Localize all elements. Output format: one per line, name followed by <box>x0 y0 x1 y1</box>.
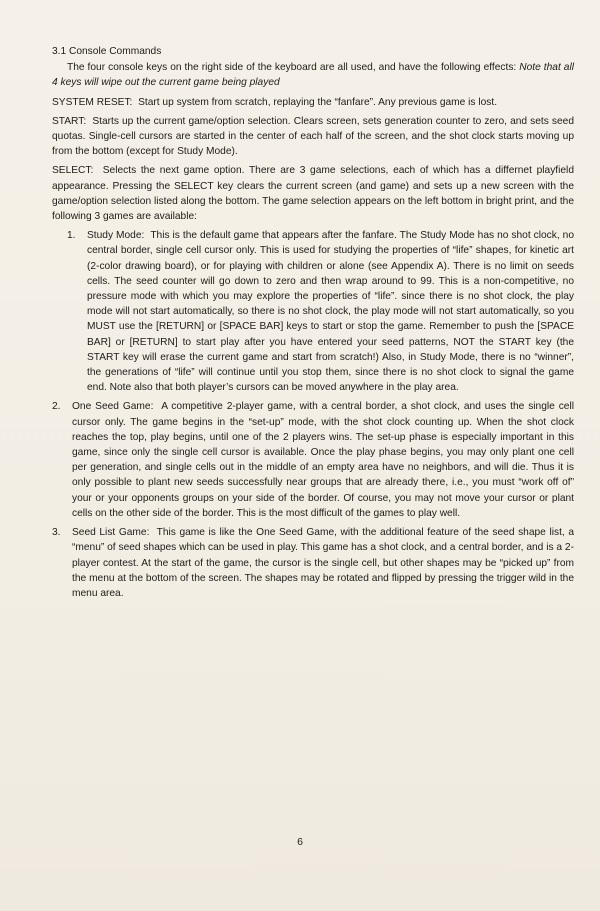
page-content <box>52 44 574 605</box>
game-name: Seed List Game: <box>72 527 150 539</box>
game-description: This is the default game that appears after the fanfare. The Study Mode has no shot clock, no central border, single cell cursor only. This is used for studying the properties of “life” shapes, for kinetic art (2-color drawing board), or for playing with children or alone (see Appendix A). There is no limit on seeds cells. The seed counter will go down to zero and then wrap around to 99. This is a non-competitive, no pressure mode with which you may explore the properties of “life”. since there is no shot clock, the play mode will not start automatically, so there is no shot clock, the play mode will not start automatically, so you MUST use the [RETURN] or [SPACE BAR] keys to start or stop the game. Remember to push the [SPACE BAR] or [RETURN] to start play after you have entered your seed patterns, NOT the START key (the START key will erase the current game and start from scratch!) Also, in Study Mode, there is no “winner”, the generations of “life” will continue until you stop them, since there is no shot clock to signal the game end. Note also that both player’s cursors can be moved anywhere in the play area. <box>87 230 574 394</box>
list-number: 2. <box>52 401 61 413</box>
command-system-reset <box>52 95 574 110</box>
command-text: Start up system from scratch, replaying the “fanfare”. Any previous game is lost. <box>138 96 498 108</box>
game-description: This game is like the One Seed Game, with the additional feature of the seed shape list, a “menu” of seed shapes which can be used in play. This game has a shot clock, and a central border, and is a 2-player contest. At the start of the game, the cursor is the single cell, but other shapes may be “picked up” from the menu at the bottom of the screen. The shapes may be rotated and flipped by pressing the trigger wild in the menu area. <box>72 527 574 599</box>
page-number: 6 <box>297 836 303 848</box>
intro-text: The four console keys on the right side of the keyboard are all used, and have the following effects: <box>67 62 520 74</box>
list-item-one-seed-game <box>52 399 574 521</box>
command-text: Starts up the current game/option selection. Clears screen, sets generation counter to zero, and sets seed quotas. Single-cell cursors are started in the center of each half of the screen, and the shot clock starts moving up from the bottom (except for Study Mode). <box>52 115 574 158</box>
intro-note: Note that all 4 keys will wipe out the current game being played <box>52 62 575 89</box>
list-number: 1. <box>67 230 76 242</box>
game-description: A competitive 2-player game, with a central border, a shot clock, and uses the single cell cursor only. The game begins in the “set-up” mode, with the shot clock counting up. When the shot clock reaches the top, play begins, until one of the 2 players wins. The set-up phase is especially important in this game, since only the single cell cursor is available. Once the play phase begins, you may only plant one cell per generation, and single cells out in the middle of an empty area have no neighbors, and will die. Thus it is only possible to plant new seeds successfully near groups that are already there, i.e., you must “work off of” your or your opponents groups on your side of the border. Of course, you may not move your cursor or plant cells on the other side of the border. This is the most difficult of the games to play well. <box>72 401 574 519</box>
command-label: SELECT: <box>52 165 94 177</box>
game-name: One Seed Game: <box>72 401 154 413</box>
list-item-study-mode <box>67 228 574 395</box>
section-title: 3.1 Console Commands <box>52 46 162 57</box>
list-item-seed-list-game <box>52 525 574 601</box>
command-label: SYSTEM RESET: <box>52 96 133 108</box>
game-list <box>52 228 574 601</box>
command-text: Selects the next game option. There are 3 game selections, each of which has a differnet playfield appearance. Pressing the SELECT key clears the current screen (and game) and sets up a new screen with the game/option selection listed along the bottom. The game selection appears on the left bottom in bright print, and the following 3 games are available: <box>52 165 574 223</box>
section-intro <box>52 60 574 90</box>
list-number: 3. <box>52 527 61 539</box>
game-name: Study Mode: <box>87 230 145 242</box>
command-start <box>52 114 574 160</box>
command-label: START: <box>52 115 87 127</box>
command-select <box>52 163 574 224</box>
